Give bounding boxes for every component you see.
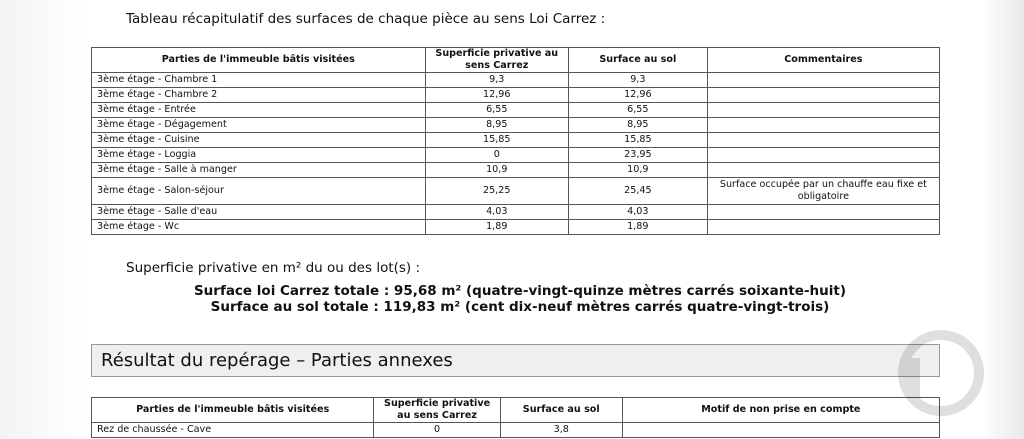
column-header-carrez: Superficie privative au sens Carrez (425, 48, 568, 73)
cell-piece: 3ème étage - Salle d'eau (92, 205, 426, 220)
table-row (92, 220, 940, 235)
table-row (92, 163, 940, 178)
cell-comment (707, 118, 939, 133)
cell-motif (622, 423, 939, 438)
cell-sol: 15,85 (568, 133, 707, 148)
cell-sol: 4,03 (568, 205, 707, 220)
cell-comment: Surface occupée par un chauffe eau fixe et obligatoire (707, 178, 939, 205)
cell-sol: 1,89 (568, 220, 707, 235)
table-intro: Tableau récapitulatif des surfaces de chaque pièce au sens Loi Carrez : (126, 11, 606, 27)
cell-carrez: 1,89 (425, 220, 568, 235)
cell-carrez: 0 (425, 148, 568, 163)
cell-sol: 8,95 (568, 118, 707, 133)
watermark-logo (886, 328, 996, 418)
table-row (92, 88, 940, 103)
table-row (92, 423, 940, 438)
cell-sol: 23,95 (568, 148, 707, 163)
cell-comment (707, 73, 939, 88)
total-floor-surface: Surface au sol totale : 119,83 m² (cent dix-neuf mètres carrés quatre-vingt-trois) (210, 299, 830, 315)
column-header-parties: Parties de l'immeuble bâtis visitées (92, 48, 426, 73)
cell-piece: 3ème étage - Wc (92, 220, 426, 235)
cell-sol: 10,9 (568, 163, 707, 178)
table-row (92, 73, 940, 88)
cell-comment (707, 163, 939, 178)
cell-carrez: 9,3 (425, 73, 568, 88)
table-header-row (92, 398, 940, 423)
cell-carrez: 10,9 (425, 163, 568, 178)
lot-surface-subtitle: Superficie privative en m² du ou des lot(s) : (126, 260, 421, 276)
cell-piece: 3ème étage - Entrée (92, 103, 426, 118)
annexes-surface-table (91, 397, 940, 438)
column-header-parties: Parties de l'immeuble bâtis visitées (92, 398, 374, 423)
cell-piece: 3ème étage - Salon-séjour (92, 178, 426, 205)
cell-sol: 9,3 (568, 73, 707, 88)
cell-comment (707, 133, 939, 148)
column-header-commentaires: Commentaires (707, 48, 939, 73)
table-row (92, 148, 940, 163)
column-header-sol: Surface au sol (568, 48, 707, 73)
column-header-sol: Surface au sol (500, 398, 622, 423)
cell-piece: 3ème étage - Loggia (92, 148, 426, 163)
cell-piece: 3ème étage - Chambre 1 (92, 73, 426, 88)
cell-comment (707, 103, 939, 118)
cell-sol: 12,96 (568, 88, 707, 103)
total-carrez-surface: Surface loi Carrez totale : 95,68 m² (quatre-vingt-quinze mètres carrés soixante-huit) (193, 283, 847, 299)
carrez-surface-table (91, 47, 940, 235)
table-row (92, 118, 940, 133)
cell-piece: 3ème étage - Chambre 2 (92, 88, 426, 103)
cell-carrez: 6,55 (425, 103, 568, 118)
cell-piece: Rez de chaussée - Cave (92, 423, 374, 438)
column-header-carrez: Superficie privative au sens Carrez (374, 398, 500, 423)
section-title-annexes: Résultat du repérage – Parties annexes (91, 344, 940, 377)
cell-carrez: 15,85 (425, 133, 568, 148)
cell-comment (707, 88, 939, 103)
cell-comment (707, 148, 939, 163)
table-row (92, 178, 940, 205)
cell-comment (707, 220, 939, 235)
table-header-row (92, 48, 940, 73)
cell-carrez: 12,96 (425, 88, 568, 103)
table-row (92, 205, 940, 220)
cell-piece: 3ème étage - Salle à manger (92, 163, 426, 178)
cell-carrez: 0 (374, 423, 500, 438)
cell-piece: 3ème étage - Cuisine (92, 133, 426, 148)
cell-sol: 6,55 (568, 103, 707, 118)
cell-piece: 3ème étage - Dégagement (92, 118, 426, 133)
cell-carrez: 25,25 (425, 178, 568, 205)
table-row (92, 133, 940, 148)
page-left-margin (0, 0, 90, 439)
cell-comment (707, 205, 939, 220)
table-row (92, 103, 940, 118)
cell-carrez: 4,03 (425, 205, 568, 220)
cell-sol: 25,45 (568, 178, 707, 205)
cell-sol: 3,8 (500, 423, 622, 438)
cell-carrez: 8,95 (425, 118, 568, 133)
column-header-motif: Motif de non prise en compte (622, 398, 939, 423)
